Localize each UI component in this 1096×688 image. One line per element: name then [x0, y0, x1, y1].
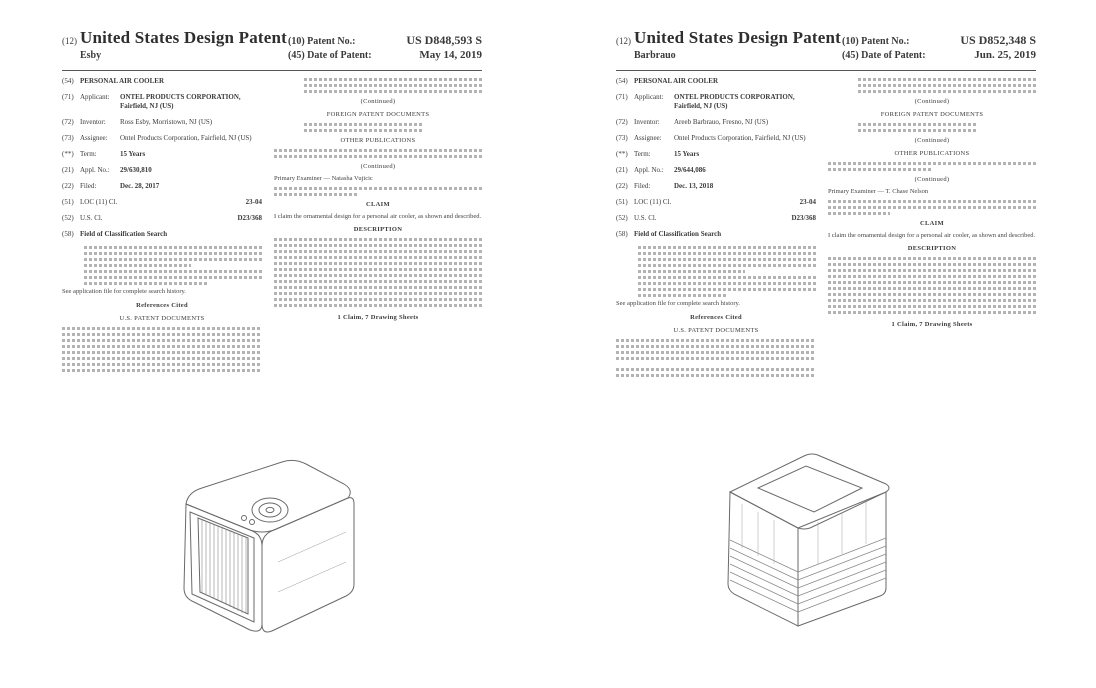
air-cooler-drawing-right [718, 448, 898, 638]
continued-note: (Continued) [914, 137, 950, 144]
us-docs-heading: U.S. PATENT DOCUMENTS [673, 326, 759, 334]
code-12: (12) [616, 36, 631, 46]
bibliographic-column [62, 77, 262, 375]
patent-header [616, 22, 1036, 71]
inventor-surname: Barbrauo [634, 50, 676, 61]
field-term: (**) Term: 15 Years [62, 150, 146, 158]
other-heading: OTHER PUBLICATIONS [340, 137, 416, 144]
agent-lines [274, 187, 482, 196]
description-lines [828, 257, 1036, 314]
cooler-front-face [728, 492, 798, 626]
reference-list [616, 339, 816, 377]
field-term: (**) Term: 15 Years [616, 150, 700, 158]
patent-title: United States Design Patent [634, 28, 842, 47]
front-louvres [730, 538, 886, 612]
control-dial [242, 498, 289, 525]
patent-title: United States Design Patent [80, 28, 288, 47]
continued-note: (Continued) [914, 176, 950, 183]
patent-number: US D848,593 S [406, 33, 482, 47]
patent-right [616, 22, 1036, 334]
patent-left [62, 22, 482, 322]
field-title: (54) PERSONAL AIR COOLER [616, 77, 719, 85]
field-search: (58) Field of Classification Search [616, 230, 722, 238]
foreign-list [304, 123, 424, 132]
search-note: See application file for complete search history. [616, 300, 740, 307]
search-note: See application file for complete search history. [62, 288, 186, 295]
patent-header [62, 22, 482, 71]
agent-lines [828, 200, 1036, 215]
foreign-heading: FOREIGN PATENT DOCUMENTS [880, 111, 984, 118]
inventor-surname: Esby [80, 50, 102, 61]
patent-date: May 14, 2019 [419, 49, 482, 61]
us-docs-heading: U.S. PATENT DOCUMENTS [119, 314, 205, 322]
field-search: (58) Field of Classification Search [62, 230, 168, 238]
field-applicant: (71) Applicant: ONTEL PRODUCTS CORPORATION, Fairfield, NJ (US) [62, 93, 241, 110]
code-12: (12) [62, 36, 77, 46]
reference-list-cont [858, 78, 1036, 93]
field-assignee: (73) Assignee: Ontel Products Corporation, Fairfield, NJ (US) [616, 134, 806, 142]
field-us-cl: (52) U.S. Cl. D23/368 [616, 214, 816, 222]
field-loc: (51) LOC (11) Cl. 23-04 [616, 198, 816, 206]
date-label: (45) Date of Patent: [288, 50, 372, 61]
cooler-top-face [730, 454, 889, 529]
classification-lines [84, 246, 262, 285]
patent-no-label: (10) Patent No.: [288, 36, 356, 47]
foreign-heading: FOREIGN PATENT DOCUMENTS [326, 111, 430, 118]
field-loc: (51) LOC (11) Cl. 23-04 [62, 198, 262, 206]
continued-note: (Continued) [360, 163, 396, 170]
claim-text: I claim the ornamental design for a personal air cooler, as shown and described. [828, 231, 1036, 239]
field-appl-no: (21) Appl. No.: 29/630,810 [62, 166, 152, 174]
patent-no-label: (10) Patent No.: [842, 36, 910, 47]
other-publications [828, 162, 1036, 171]
second-column [828, 75, 1036, 333]
description-heading: DESCRIPTION [353, 226, 403, 233]
references-heading: References Cited [136, 301, 188, 309]
claim-heading: CLAIM [366, 200, 390, 208]
cooler-top-face [186, 460, 350, 532]
field-us-cl: (52) U.S. Cl. D23/368 [62, 214, 262, 222]
patent-date: Jun. 25, 2019 [974, 49, 1036, 61]
claims-footer: 1 Claim, 7 Drawing Sheets [891, 321, 973, 328]
bibliographic-column [616, 77, 816, 380]
references-heading: References Cited [690, 313, 742, 321]
second-column [274, 75, 482, 326]
field-title: (54) PERSONAL AIR COOLER [62, 77, 165, 85]
description-heading: DESCRIPTION [907, 245, 957, 252]
examiner: Primary Examiner — Natasha Vujicic [274, 175, 373, 182]
examiner: Primary Examiner — T. Chase Nelson [828, 188, 929, 195]
field-filed: (22) Filed: Dec. 28, 2017 [62, 182, 160, 190]
patent-number: US D852,348 S [960, 33, 1036, 47]
claim-text: I claim the ornamental design for a personal air cooler, as shown and described. [274, 212, 482, 220]
other-publications [274, 149, 482, 158]
claims-footer: 1 Claim, 7 Drawing Sheets [337, 314, 419, 321]
field-applicant: (71) Applicant: ONTEL PRODUCTS CORPORATION, Fairfield, NJ (US) [616, 93, 795, 110]
reference-list [62, 327, 262, 372]
other-heading: OTHER PUBLICATIONS [894, 150, 970, 157]
field-appl-no: (21) Appl. No.: 29/644,086 [616, 166, 706, 174]
field-assignee: (73) Assignee: Ontel Products Corporation, Fairfield, NJ (US) [62, 134, 252, 142]
foreign-list [858, 123, 978, 132]
continued-note: (Continued) [914, 98, 950, 105]
classification-lines [638, 246, 816, 297]
claim-heading: CLAIM [920, 219, 944, 227]
description-lines [274, 238, 482, 307]
continued-note: (Continued) [360, 98, 396, 105]
air-cooler-drawing-left [178, 452, 358, 642]
date-label: (45) Date of Patent: [842, 50, 926, 61]
field-inventor: (72) Inventor: Ross Esby, Morristown, NJ (US) [62, 118, 213, 126]
reference-list-cont [304, 78, 482, 93]
field-inventor: (72) Inventor: Areeb Barbrauo, Fresno, NJ (US) [616, 118, 769, 126]
field-filed: (22) Filed: Dec. 13, 2018 [616, 182, 714, 190]
